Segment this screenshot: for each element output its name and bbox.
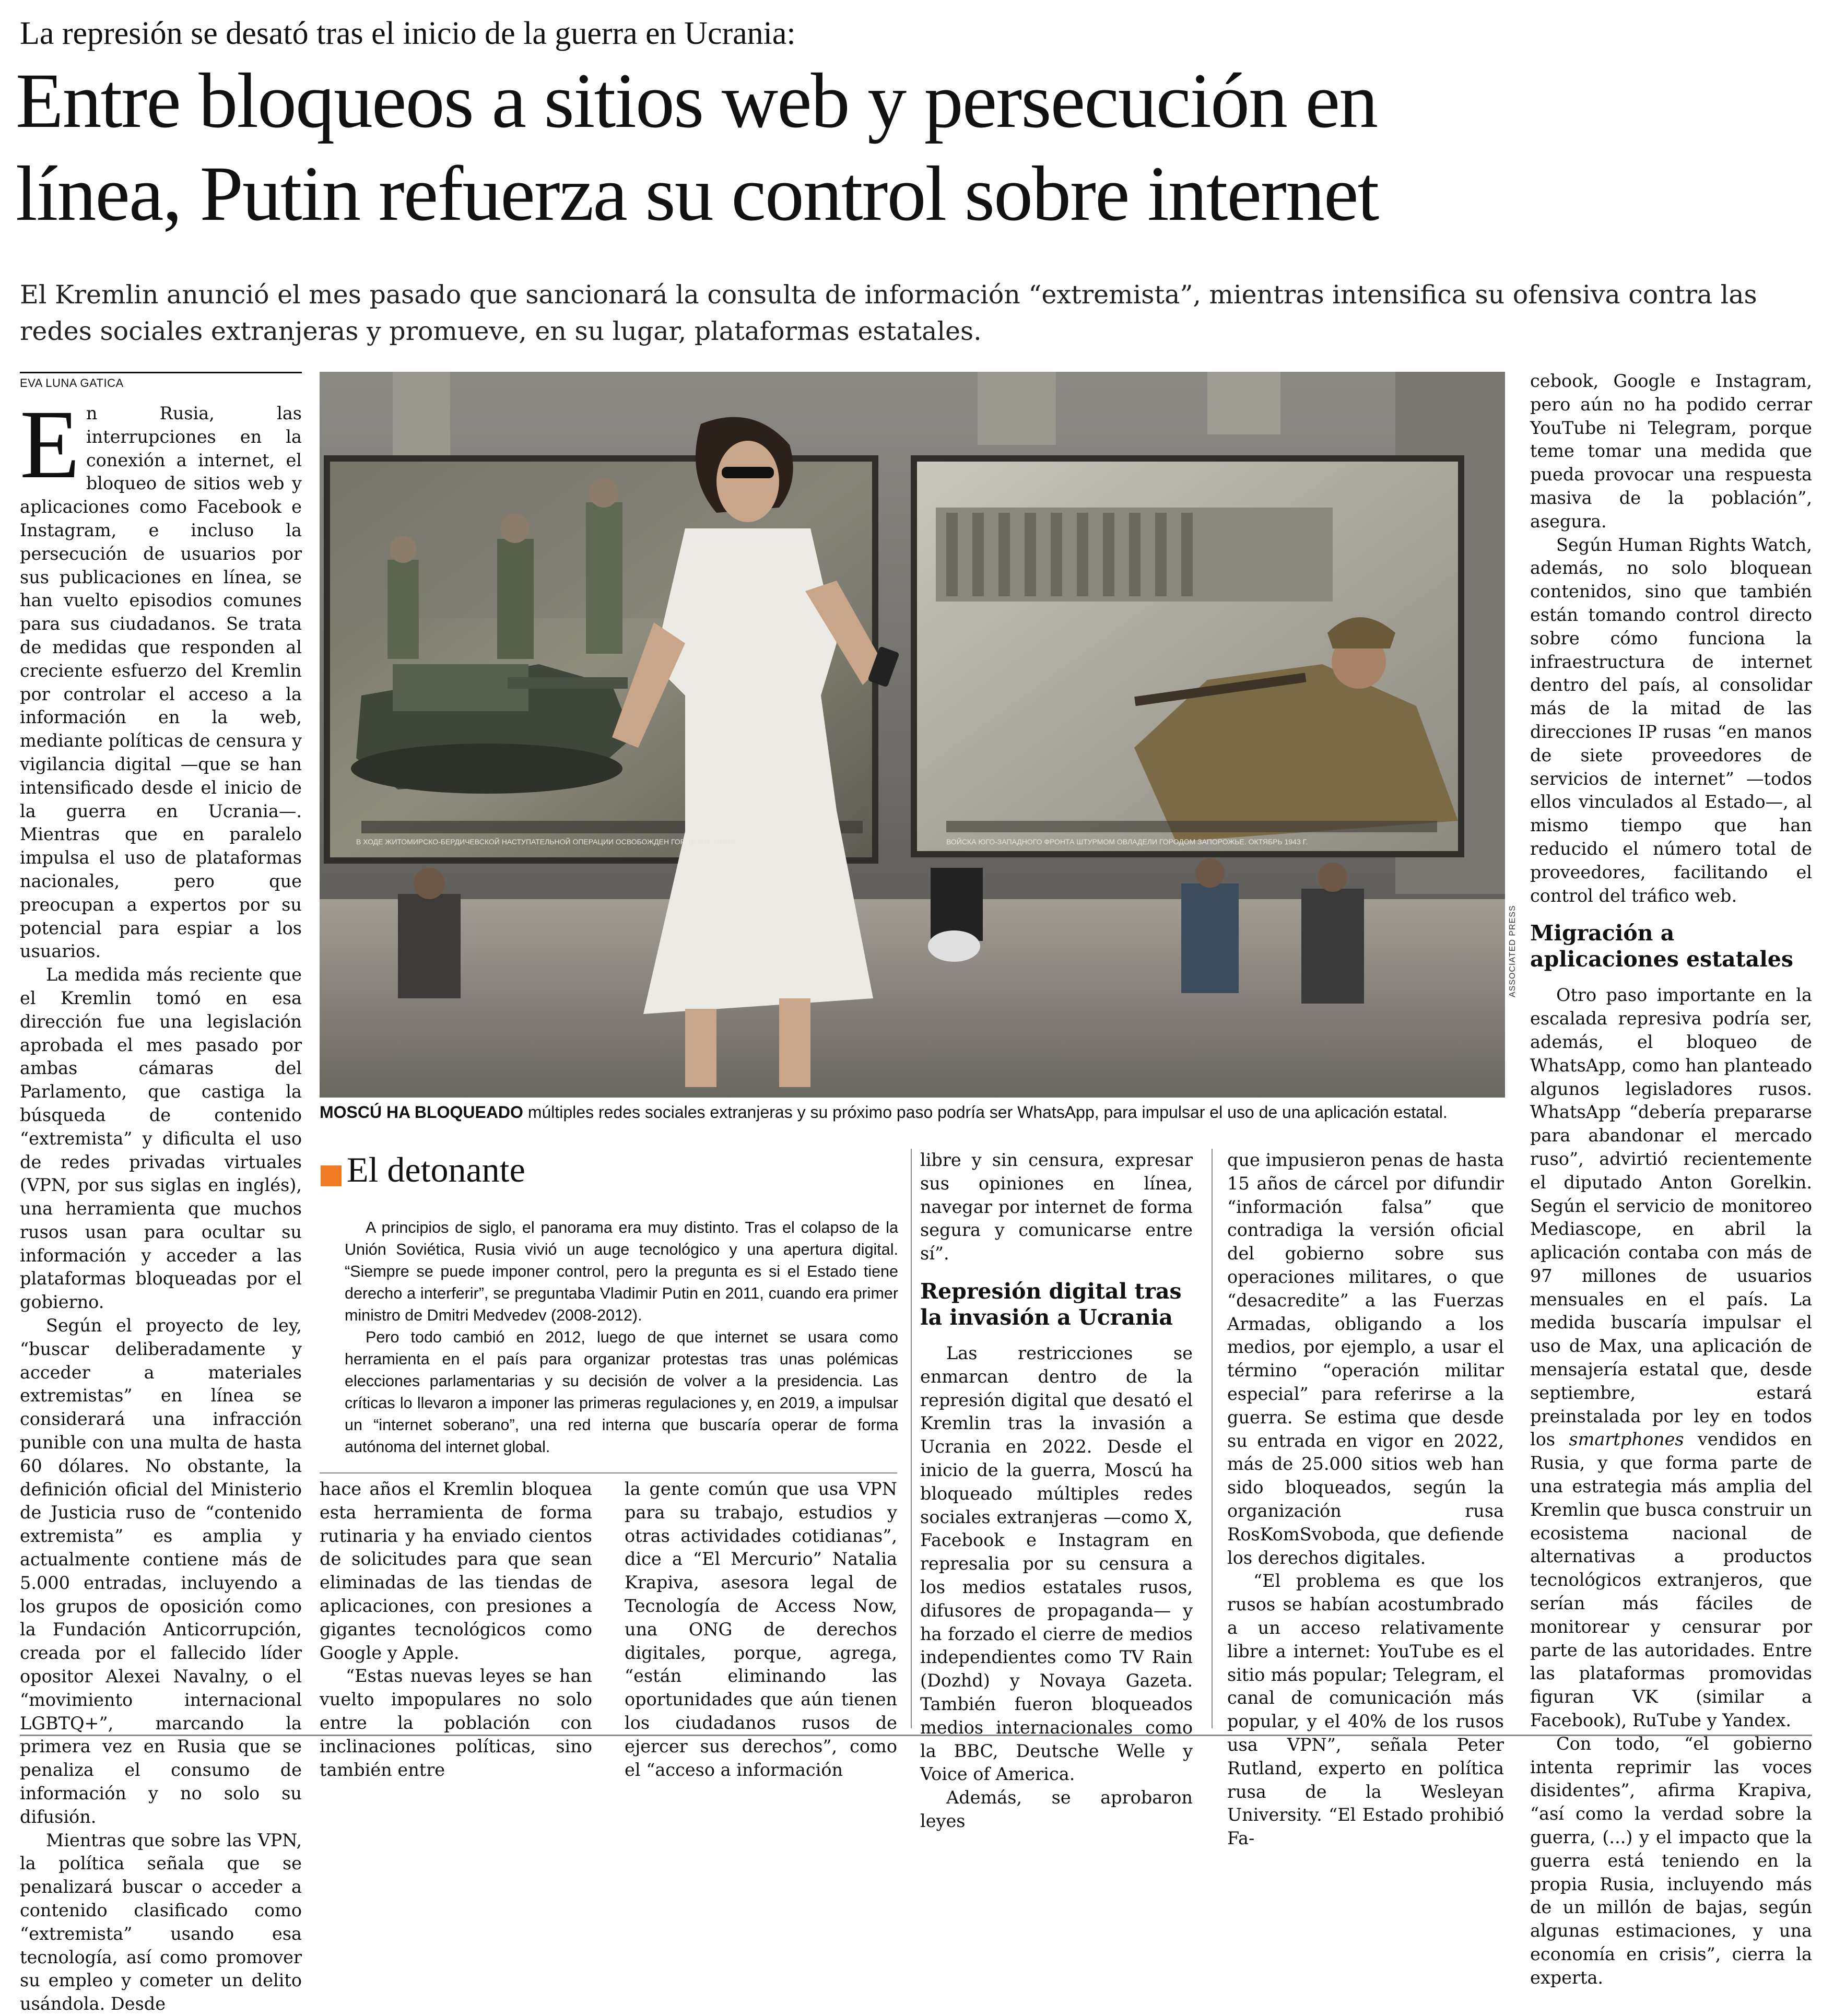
col1-paragraph-1: n Rusia, las interrupciones en la conexión a internet, el bloqueo de sitios web y aplicaciones como Facebook e Instagram, e incluso la persecución de usuarios por sus publicaciones en línea, se han vuelto episodios comunes para sus ciudadanos. Se trata de medidas que responden al creciente esfuerzo del Kremlin por controlar el acceso a la información en la web, mediante políticas de censura y vigilancia digital —que se han intensificado desde el inicio de la guerra en Ucrania—. Mientras que en paralelo impulsa el uso de plataformas nacionales, pero que preocupan a expertos por su potencial para espiar a los usuarios. bbox=[20, 403, 302, 962]
col1-paragraph-2: La medida más reciente que el Kremlin tomó en esa dirección fue una legislación aprobada el mes pasado por ambas cámaras del Parlamento, que castiga la búsqueda de contenido “extremista” y dificulta el uso de redes privadas virtuales (VPN, por sus siglas en inglés), una herramienta que muchos rusos usan para ocultar su información y acceder a las plataformas bloqueadas por el gobierno. bbox=[20, 964, 302, 1313]
column-5 bbox=[1227, 1149, 1504, 1850]
col4-paragraph-3: Además, se aprobaron leyes bbox=[920, 1787, 1193, 1831]
photo-credit: ASSOCIATED PRESS bbox=[1508, 905, 1517, 997]
caption-bold: MOSCÚ HA BLOQUEADO bbox=[320, 1103, 523, 1122]
column-3-bottom bbox=[625, 1478, 897, 1782]
box-title: El detonante bbox=[347, 1150, 525, 1189]
dropcap: E bbox=[20, 390, 80, 499]
column-2-bottom bbox=[320, 1478, 592, 1782]
col2b-paragraph-1: hace años el Kremlin bloquea esta herramienta de forma rutinaria y ha enviado cientos de solicitudes para que sean eliminadas de las tiendas de aplicaciones, con presiones a gigantes tecnológicos como Google y Apple. bbox=[320, 1479, 592, 1663]
byline: EVA LUNA GATICA bbox=[20, 372, 302, 390]
subhead-migracion: Migración a aplicaciones estatales bbox=[1530, 921, 1793, 972]
box-text bbox=[345, 1217, 898, 1458]
poster-left-caption: В ХОДЕ ЖИТОМИРСКО-БЕРДИЧЕВСКОЙ НАСТУПАТЕЛЬНОЙ ОПЕРАЦИИ ОСВОБОЖДЕН ГОРОД ЖИТОМИР bbox=[356, 838, 736, 846]
col6-paragraph-3: Otro paso importante en la escalada represiva podría ser, además, el bloqueo de WhatsApp, como han planteado algunos legisladores rusos. WhatsApp “debería prepararse para abandonar el mercado ruso”, advirtió recientemente el diputado Anton Gorelkin. Según el servicio de monitoreo Mediascope, en abril la aplicación contaba con más de 97 millones de usuarios mensuales en el país. La medida buscaría impulsar el uso de Max, una aplicación de mensajería estatal que, desde septiembre, estará preinstalada por ley en todos los smartphones vendidos en Rusia, y que forma parte de una estrategia más amplia del Kremlin que busca construir un ecosistema nacional de alternativas a productos tecnológicos extranjeros, que serían más fáciles de monitorear y censurar por parte de las autoridades. Entre las plataformas promovidas figuran VK (similar a Facebook), RuTube y Yandex. bbox=[1530, 985, 1812, 1731]
col2b-paragraph-2: “Estas nuevas leyes se han vuelto impopulares no solo entre la población con inclinaciones políticas, sino también entre bbox=[320, 1666, 592, 1780]
col4-paragraph-2: Las restricciones se enmarcan dentro de la represión digital que desató el Kremlin tras la invasión a Ucrania en 2022. Desde el inicio de la guerra, Moscú ha bloqueado múltiples redes sociales extranjeras —como X, Facebook e Instagram en represalia por su censura a los medios estatales rusos, difusores de propaganda— y ha forzado el cierre de medios independientes como TV Rain (Dozhd) y Novaya Gazeta. También fueron bloqueados medios internacionales como la BBC, Deutsche Welle y Voice of America. bbox=[920, 1342, 1193, 1785]
col5-paragraph-2: “El problema es que los rusos se habían acostumbrado a un acceso relativamente libre a internet: YouTube es el sitio más popular; Telegram, el canal de comunicación más popular, y el 40% de los rusos usa VPN”, señala Peter Rutland, experto en política rusa de la Wesleyan University. “El Estado prohibió Fa- bbox=[1227, 1571, 1504, 1849]
box-paragraph-2: Pero todo cambió en 2012, luego de que internet se usara como herramienta en el país para organizar protestas tras unas polémicas elecciones parlamentarias y su decisión de volver a la presidencia. Las críticas lo llevaron a imponer las primeras regulaciones y, en 2019, a impulsar un “internet soberano”, una red interna que buscaría operar de forma autónoma del internet global. bbox=[345, 1328, 898, 1456]
news-photo bbox=[320, 372, 1505, 1098]
col6-paragraph-1: cebook, Google e Instagram, pero aún no ha podido cerrar YouTube ni Telegram, porque teme tomar una medida que pueda provocar una respuesta masiva de la población”, asegura. bbox=[1530, 371, 1812, 532]
col1-paragraph-4: Mientras que sobre las VPN, la política señala que se penalizará buscar o acceder a contenido clasificado como “extremista” usando esa tecnología, así como promover su empleo y cometer un delito usándola. Desde bbox=[20, 1830, 302, 2014]
headline-line-1: Entre bloqueos a sitios web y persecución en bbox=[16, 57, 1378, 144]
col6-paragraph-2: Según Human Rights Watch, además, no solo bloquean contenidos, sino que también están tomando control directo sobre cómo funciona la infraestructura de internet dentro del país, al consolidar más de la mitad de las direcciones IP rusas “en manos de siete proveedores de servicios de internet” —todos ellos vinculados al Estado—, al mismo tiempo que han reducido el número total de proveedores, facilitando el control del tráfico web. bbox=[1530, 534, 1812, 906]
column-6 bbox=[1530, 370, 1812, 1990]
column-divider bbox=[911, 1149, 912, 1728]
col3b-paragraph-1: la gente común que usa VPN para su trabajo, estudios y otras actividades cotidianas”, dice a “El Mercurio” Natalia Krapiva, asesora legal de Tecnología de Access Now, una ONG de derechos digitales, porque, agrega, “están eliminando las oportunidades que aún tienen los ciudadanos rusos de ejercer sus derechos”, como el “acceso a información bbox=[625, 1479, 897, 1780]
column-4 bbox=[920, 1149, 1193, 1833]
col1-paragraph-3: Según el proyecto de ley, “buscar deliberadamente y acceder a materiales extremistas” en línea se considerará una infracción punible con una multa de hasta 60 dólares. No obstante, la definición oficial del Ministerio de Justicia ruso de “contenido extremista” es amplia y actualmente contiene más de 5.000 entradas, incluyendo a los grupos de oposición como la Fundación Anticorrupción, creada por el fallecido líder opositor Alexei Navalny, o el “movimiento internacional LGBTQ+”, marcando la primera vez en Rusia que se penaliza el consumo de información y no solo su difusión. bbox=[20, 1315, 302, 1827]
bottom-rule bbox=[20, 1735, 1812, 1736]
headline-line-2: línea, Putin refuerza su control sobre internet bbox=[16, 150, 1379, 237]
box-divider bbox=[320, 1472, 897, 1473]
headline bbox=[16, 54, 1817, 240]
col5-paragraph-1: que impusieron penas de hasta 15 años de cárcel por difundir “información falsa” que contradiga la versión oficial del gobierno sobre sus operaciones militares, o que “desacredite” a las Fuerzas Armadas, obligando a los medios, por ejemplo, a usar el término “operación militar especial” para referirse a la guerra. Se estima que desde su entrada en vigor en 2022, más de 25.000 sitios web han sido bloqueados, según la organización rusa RosKomSvoboda, que defiende los derechos digitales. bbox=[1227, 1150, 1504, 1568]
box-paragraph-1: A principios de siglo, el panorama era muy distinto. Tras el colapso de la Unión Soviética, Rusia vivió un auge tecnológico y una apertura digital. “Siempre se puede imponer control, pero la pregunta es si el Estado tiene derecho a interferir”, se preguntaba Vladimir Putin en 2011, cuando era primer ministro de Dmitri Medvedev (2008-2012). bbox=[345, 1219, 898, 1324]
subhead-represion: Represión digital tras la invasión a Ucrania bbox=[920, 1278, 1182, 1330]
col4-paragraph-1: libre y sin censura, expresar sus opiniones en línea, navegar por internet de forma segura y comunicarse entre sí”. bbox=[920, 1150, 1193, 1264]
column-1 bbox=[20, 390, 302, 2016]
poster-right-caption: ВОЙСКА ЮГО-ЗАПАДНОГО ФРОНТА ШТУРМОМ ОВЛАДЕЛИ ГОРОДОМ ЗАПОРОЖЬЕ. ОКТЯБРЬ 1943 Г. bbox=[946, 838, 1308, 846]
caption-text: múltiples redes sociales extranjeras y su próximo paso podría ser WhatsApp, para impulsar el uso de una aplicación estatal. bbox=[523, 1103, 1448, 1122]
photo-caption bbox=[320, 1102, 1505, 1123]
kicker: La represión se desató tras el inicio de la guerra en Ucrania: bbox=[20, 16, 796, 51]
column-divider bbox=[1212, 1149, 1213, 1728]
deck: El Kremlin anunció el mes pasado que sancionará la consulta de información “extremista”, mientras intensifica su ofensiva contra las redes sociales extranjeras y promueve, en su lugar, plataformas estatales. bbox=[20, 280, 1757, 346]
col6-paragraph-4: Con todo, “el gobierno intenta reprimir las voces disidentes”, afirma Krapiva, “así como la verdad sobre la guerra, (...) y el impacto que la guerra está teniendo en la propia Rusia, incluyendo más de un millón de bajas, según algunas estimaciones, y una economía en crisis”, cierra la experta. bbox=[1530, 1733, 1812, 1988]
orange-square-bullet bbox=[321, 1165, 342, 1186]
